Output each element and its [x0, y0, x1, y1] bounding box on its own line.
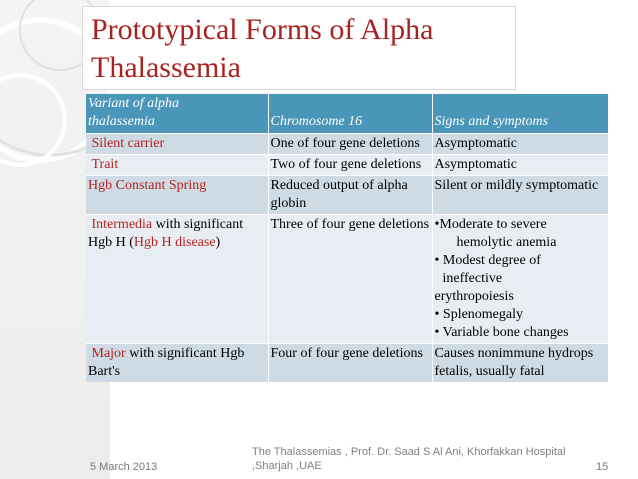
- cell-chromosome: One of four gene deletions: [268, 134, 432, 155]
- title-line-1: Prototypical Forms of Alpha: [91, 13, 434, 46]
- table-row: [86, 215, 608, 344]
- variant-name: Silent carrier: [91, 136, 165, 151]
- cell-chromosome: Two of four gene deletions: [268, 155, 432, 176]
- footer-citation-line1: The Thalassemias , Prof. Dr. Saad S Al Ani, Khorfakkan Hospital: [252, 446, 566, 458]
- table-row: [86, 344, 608, 383]
- variant-desc-end: ): [215, 235, 221, 250]
- footer-citation: [252, 445, 570, 473]
- table-row: [86, 176, 608, 215]
- cell-variant: [86, 155, 268, 176]
- cell-signs: Silent or mildly symptomatic: [432, 176, 608, 215]
- footer-citation-line2: ,Sharjah ,UAE: [252, 460, 322, 472]
- sign-item: erythropoiesis: [434, 289, 514, 304]
- cell-chromosome: Four of four gene deletions: [268, 344, 432, 383]
- variant-name: Trait: [91, 157, 119, 172]
- header-signs: Signs and symptoms: [432, 94, 608, 134]
- table-row: [86, 134, 608, 155]
- sign-item: ineffective: [442, 271, 503, 286]
- table-header-row: [86, 94, 608, 134]
- cell-signs: Asymptomatic: [432, 134, 608, 155]
- sign-item: •Moderate to severe: [434, 217, 547, 232]
- slide-title: [82, 6, 516, 90]
- header-variant: [86, 94, 268, 134]
- sign-item: hemolytic anemia: [456, 235, 557, 250]
- cell-signs: Causes nonimmune hydrops fetalis, usually fatal: [432, 344, 608, 383]
- table-row: [86, 155, 608, 176]
- cell-variant: [86, 344, 268, 383]
- header-variant-line1: Variant of alpha: [88, 96, 180, 111]
- cell-chromosome: Reduced output of alpha globin: [268, 176, 432, 215]
- sign-item: • Variable bone changes: [434, 325, 569, 340]
- variant-name-2: Hgb H disease: [133, 235, 216, 250]
- cell-signs: [432, 215, 608, 344]
- variant-name: Intermedia: [91, 217, 153, 232]
- header-variant-line2: thalassemia: [88, 114, 155, 129]
- thalassemia-table: [86, 94, 609, 382]
- cell-variant: [86, 215, 268, 344]
- cell-variant: [86, 176, 268, 215]
- title-line-2: Thalassemia: [91, 51, 241, 84]
- cell-variant: [86, 134, 268, 155]
- sign-item: • Modest degree of: [434, 253, 541, 268]
- variant-name: Hgb Constant Spring: [88, 178, 207, 193]
- cell-chromosome: Three of four gene deletions: [268, 215, 432, 344]
- variant-name: Major: [91, 346, 126, 361]
- header-chromosome: Chromosome 16: [268, 94, 432, 134]
- sign-item: • Splenomegaly: [434, 307, 523, 322]
- variant-desc: with significant Hgb Bart's: [88, 346, 245, 379]
- variant-desc: with significant Hgb H (: [88, 217, 244, 250]
- cell-signs: Asymptomatic: [432, 155, 608, 176]
- page-number: 15: [596, 461, 609, 473]
- footer-date: 5 March 2013: [90, 461, 158, 473]
